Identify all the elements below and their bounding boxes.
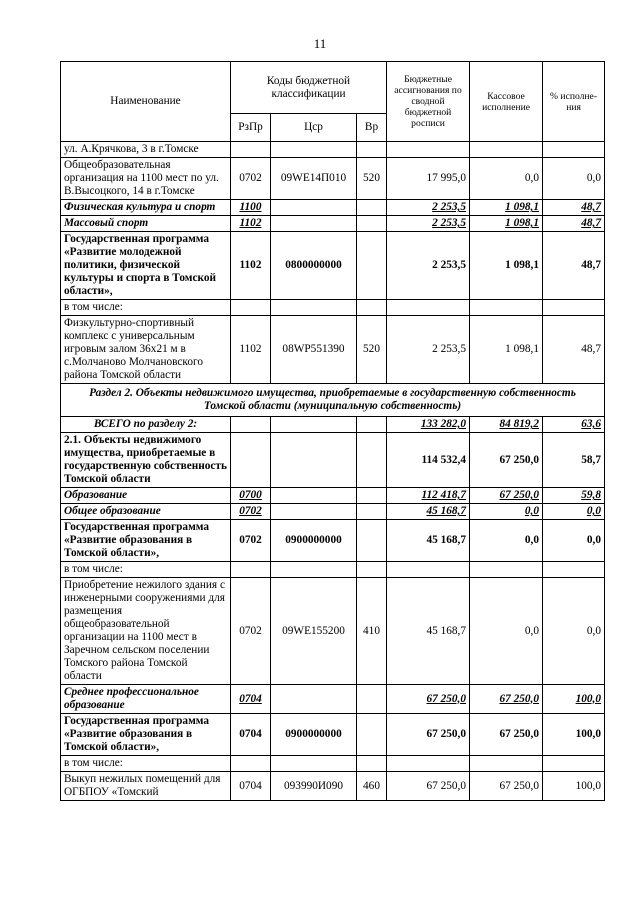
table-row (61, 433, 605, 488)
budget-table (60, 61, 605, 801)
cell-pct: 100,0 (543, 772, 605, 801)
cell-rzpr: 0704 (231, 685, 271, 714)
cell-rzpr: 0702 (231, 520, 271, 562)
cell-csr: 08WP551390 (271, 316, 357, 384)
cell-name: Государственная программа «Развитие образования в Томской области», (61, 714, 231, 756)
cell-pct: 63,6 (543, 417, 605, 433)
cell-rzpr: 0704 (231, 772, 271, 801)
cell-budget: 67 250,0 (387, 714, 470, 756)
cell-vr (357, 200, 387, 216)
cell-name: Физическая культура и спорт (61, 200, 231, 216)
cell-exec: 0,0 (470, 520, 543, 562)
cell-rzpr: 1102 (231, 216, 271, 232)
table-row (61, 316, 605, 384)
cell-rzpr: 0702 (231, 504, 271, 520)
cell-vr (357, 417, 387, 433)
col-header-csr: Цср (271, 114, 357, 142)
cell-pct: 48,7 (543, 232, 605, 300)
cell-exec: 84 819,2 (470, 417, 543, 433)
cell-csr (271, 504, 357, 520)
table-row (61, 417, 605, 433)
cell-exec: 1 098,1 (470, 316, 543, 384)
cell-pct: 100,0 (543, 685, 605, 714)
cell-name: Общее образование (61, 504, 231, 520)
table-row (61, 562, 605, 578)
cell-exec: 0,0 (470, 578, 543, 685)
col-header-vr: Вр (357, 114, 387, 142)
cell-budget: 2 253,5 (387, 316, 470, 384)
col-header-percent: % исполне-ния (543, 62, 605, 142)
cell-pct: 58,7 (543, 433, 605, 488)
cell-csr (271, 142, 357, 158)
cell-rzpr (231, 142, 271, 158)
table-row (61, 520, 605, 562)
cell-budget (387, 756, 470, 772)
cell-exec (470, 562, 543, 578)
cell-budget: 67 250,0 (387, 685, 470, 714)
cell-vr (357, 142, 387, 158)
cell-vr (357, 504, 387, 520)
col-header-assignments: Бюджетные ассигнования по сводной бюджетной росписи (387, 62, 470, 142)
cell-exec (470, 142, 543, 158)
cell-vr: 520 (357, 158, 387, 200)
cell-csr: 09WE14П010 (271, 158, 357, 200)
table-row (61, 142, 605, 158)
cell-name: в том числе: (61, 756, 231, 772)
cell-name: Физкультурно-спортивный комплекс с универсальным игровым залом 36х21 м в с.Молчаново Молчановского района Томской области (61, 316, 231, 384)
cell-exec: 0,0 (470, 504, 543, 520)
cell-name: в том числе: (61, 300, 231, 316)
cell-rzpr: 1100 (231, 200, 271, 216)
cell-exec: 1 098,1 (470, 232, 543, 300)
cell-pct: 0,0 (543, 158, 605, 200)
cell-name: Среднее профессиональное образование (61, 685, 231, 714)
cell-pct: 100,0 (543, 714, 605, 756)
cell-csr (271, 300, 357, 316)
cell-csr (271, 756, 357, 772)
cell-exec: 67 250,0 (470, 772, 543, 801)
cell-pct: 59,8 (543, 488, 605, 504)
table-row (61, 578, 605, 685)
cell-budget: 2 253,5 (387, 232, 470, 300)
cell-pct: 48,7 (543, 216, 605, 232)
cell-vr (357, 756, 387, 772)
cell-rzpr (231, 433, 271, 488)
cell-name: в том числе: (61, 562, 231, 578)
cell-pct: 48,7 (543, 200, 605, 216)
cell-vr (357, 433, 387, 488)
cell-vr (357, 488, 387, 504)
cell-pct: 48,7 (543, 316, 605, 384)
cell-vr (357, 216, 387, 232)
cell-budget: 133 282,0 (387, 417, 470, 433)
cell-pct (543, 300, 605, 316)
cell-pct (543, 142, 605, 158)
cell-pct (543, 562, 605, 578)
cell-csr (271, 488, 357, 504)
cell-csr (271, 200, 357, 216)
cell-budget: 114 532,4 (387, 433, 470, 488)
cell-vr (357, 520, 387, 562)
col-header-codes: Коды бюджетной классификации (231, 62, 387, 114)
cell-rzpr: 1102 (231, 316, 271, 384)
cell-rzpr (231, 300, 271, 316)
col-header-rzpr: РзПр (231, 114, 271, 142)
cell-pct (543, 756, 605, 772)
table-row (61, 158, 605, 200)
cell-budget: 45 168,7 (387, 578, 470, 685)
cell-budget: 2 253,5 (387, 200, 470, 216)
cell-budget (387, 562, 470, 578)
cell-exec: 1 098,1 (470, 216, 543, 232)
cell-vr (357, 562, 387, 578)
cell-rzpr: 0702 (231, 578, 271, 685)
cell-name: ул. А.Крячкова, 3 в г.Томске (61, 142, 231, 158)
cell-csr: 09WE155200 (271, 578, 357, 685)
cell-csr (271, 562, 357, 578)
page-number: 11 (313, 36, 327, 51)
cell-budget: 17 995,0 (387, 158, 470, 200)
cell-rzpr (231, 417, 271, 433)
col-header-name: Наименование (61, 62, 231, 142)
cell-rzpr: 0702 (231, 158, 271, 200)
cell-budget (387, 300, 470, 316)
cell-name: ВСЕГО по разделу 2: (61, 417, 231, 433)
cell-name: Общеобразовательная организация на 1100 мест по ул. В.Высоцкого, 14 в г.Томске (61, 158, 231, 200)
cell-name: Образование (61, 488, 231, 504)
table-row (61, 756, 605, 772)
cell-rzpr: 1102 (231, 232, 271, 300)
table-row (61, 300, 605, 316)
cell-csr (271, 216, 357, 232)
section-heading: Раздел 2. Объекты недвижимого имущества, приобретаемые в государственную собственность Томской области (муниципальную собственность) (61, 384, 605, 417)
cell-vr: 520 (357, 316, 387, 384)
cell-name: Приобретение нежилого здания с инженерными сооружениями для размещения общеобразовательной организации на 1100 мест в Заречном сельском поселении Томского района Томской области (61, 578, 231, 685)
cell-name: 2.1. Объекты недвижимого имущества, приобретаемые в государственную собственность Томской области (61, 433, 231, 488)
table-row (61, 714, 605, 756)
cell-vr (357, 714, 387, 756)
cell-vr: 410 (357, 578, 387, 685)
cell-budget (387, 142, 470, 158)
cell-name: Государственная программа «Развитие молодежной политики, физической культуры и спорта в Томской области», (61, 232, 231, 300)
cell-exec (470, 756, 543, 772)
table-body (61, 142, 605, 801)
cell-exec: 1 098,1 (470, 200, 543, 216)
cell-exec: 67 250,0 (470, 433, 543, 488)
cell-csr: 0800000000 (271, 232, 357, 300)
cell-rzpr (231, 562, 271, 578)
col-header-execution: Кассовое исполнение (470, 62, 543, 142)
cell-exec: 0,0 (470, 158, 543, 200)
table-row (61, 384, 605, 417)
table-row (61, 232, 605, 300)
table-row (61, 488, 605, 504)
table-row (61, 685, 605, 714)
cell-rzpr: 0704 (231, 714, 271, 756)
cell-csr: 0900000000 (271, 520, 357, 562)
cell-csr (271, 685, 357, 714)
cell-rzpr (231, 756, 271, 772)
cell-name: Выкуп нежилых помещений для ОГБПОУ «Томский (61, 772, 231, 801)
cell-exec: 67 250,0 (470, 685, 543, 714)
cell-csr (271, 417, 357, 433)
cell-vr (357, 685, 387, 714)
cell-vr: 460 (357, 772, 387, 801)
cell-exec (470, 300, 543, 316)
cell-rzpr: 0700 (231, 488, 271, 504)
cell-pct: 0,0 (543, 578, 605, 685)
cell-exec: 67 250,0 (470, 714, 543, 756)
table-row (61, 200, 605, 216)
cell-vr (357, 300, 387, 316)
cell-name: Массовый спорт (61, 216, 231, 232)
cell-budget: 67 250,0 (387, 772, 470, 801)
cell-budget: 45 168,7 (387, 504, 470, 520)
cell-exec: 67 250,0 (470, 488, 543, 504)
cell-name: Государственная программа «Развитие образования в Томской области», (61, 520, 231, 562)
cell-pct: 0,0 (543, 520, 605, 562)
cell-budget: 2 253,5 (387, 216, 470, 232)
cell-budget: 112 418,7 (387, 488, 470, 504)
cell-csr: 093990И090 (271, 772, 357, 801)
table-row (61, 504, 605, 520)
cell-pct: 0,0 (543, 504, 605, 520)
cell-csr: 0900000000 (271, 714, 357, 756)
table-row (61, 772, 605, 801)
cell-vr (357, 232, 387, 300)
cell-budget: 45 168,7 (387, 520, 470, 562)
cell-csr (271, 433, 357, 488)
table-row (61, 216, 605, 232)
